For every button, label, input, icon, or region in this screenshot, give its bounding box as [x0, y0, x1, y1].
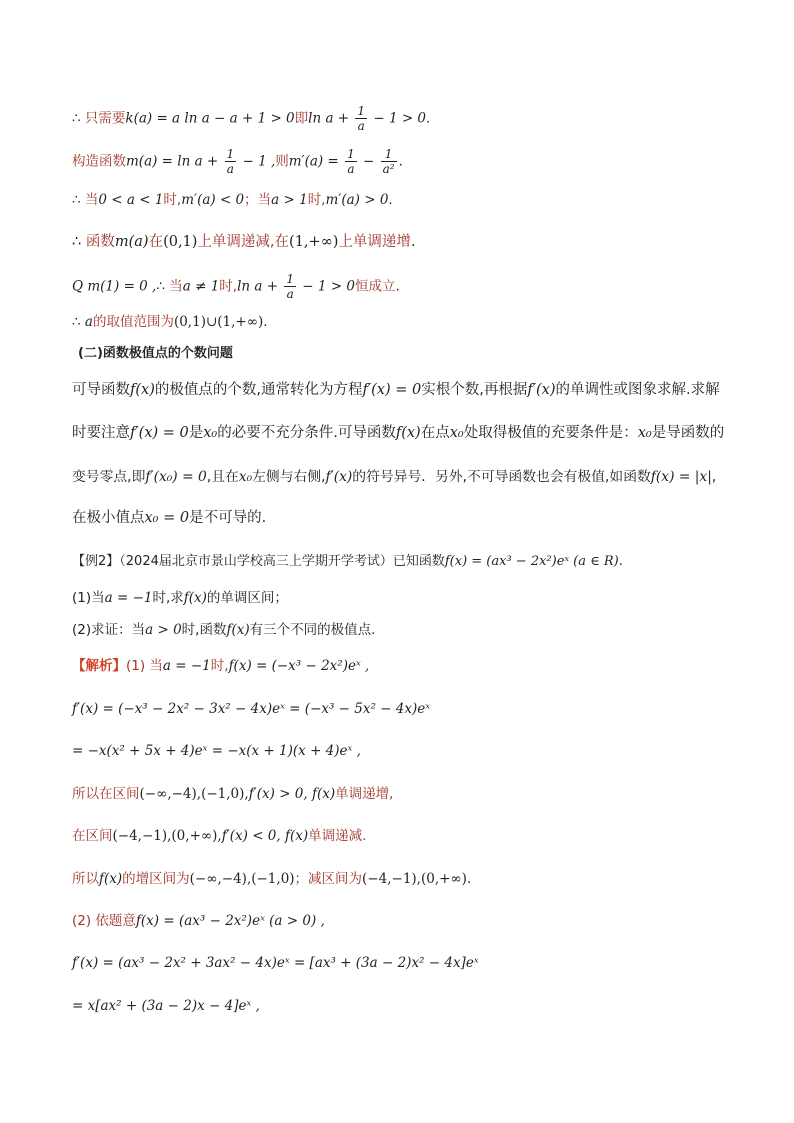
line-only-need: ∴ 只需要k(a) = a ln a − a + 1 > 0即ln a + $\frac{1}{a}$ − 1 > 0. — [72, 104, 431, 133]
solution-line-1: 【解析】(1) 当a = −1时,f(x) = (−x³ − 2x²)eˣ , — [72, 658, 370, 674]
solution-line-8: f′(x) = (ax³ − 2x² + 3ax² − 4x)eˣ = [ax³ + (3a − 2)x² − 4x]eˣ — [72, 955, 479, 971]
solution-line-2: f′(x) = (−x³ − 2x² − 3x² − 4x)eˣ = (−x³ − 5x² − 4x)eˣ — [72, 701, 431, 717]
line-monotonicity: ∴ 函数m(a)在(0,1)上单调递减,在(1,+∞)上单调递增. — [72, 234, 416, 250]
line-always-holds: Q m(1) = 0 ,∴ 当a ≠ 1时,ln a + $\frac{1}{a}$ − 1 > 0恒成立. — [72, 272, 400, 301]
line-construct-function: 构造函数m(a) = ln a + $\frac{1}{a}$ − 1 ,则m′(a) = $\frac{1}{a}$ − $\frac{1}{\text{a²}}$ . — [72, 147, 403, 176]
fraction: $\frac{1}{a}$ — [357, 104, 366, 133]
question-1: (1)当a = −1时,求f(x)的单调区间； — [72, 590, 288, 606]
paragraph-line-3: 变号零点,即f′(x₀) = 0,且在x₀左侧与右侧,f′(x)的符号异号．另外,不可导函数也会有极值,如函数f(x) = |x|, — [72, 469, 717, 485]
line-sign-of-derivative: ∴ 当0 < a < 1时,m′(a) < 0；当a > 1时,m′(a) > 0. — [72, 192, 393, 208]
solution-line-9: = x[ax² + (3a − 2)x − 4]eˣ , — [72, 998, 260, 1014]
section-heading: (二)函数极值点的个数问题 — [78, 346, 233, 361]
solution-line-6: 所以f(x)的增区间为(−∞,−4),(−1,0)；减区间为(−4,−1),(0,+∞). — [72, 871, 472, 887]
therefore-symbol: ∴ — [72, 110, 85, 127]
question-2: (2)求证：当a > 0时,函数f(x)有三个不同的极值点. — [72, 622, 376, 638]
solution-line-5: 在区间(−4,−1),(0,+∞),f′(x) < 0, f(x)单调递减. — [72, 828, 367, 844]
paragraph-line-4: 在极小值点x₀ = 0是不可导的. — [72, 510, 267, 526]
solution-line-3: = −x(x² + 5x + 4)eˣ = −x(x + 1)(x + 4)eˣ , — [72, 743, 361, 759]
solution-line-4: 所以在区间(−∞,−4),(−1,0),f′(x) > 0, f(x)单调递增, — [72, 786, 394, 802]
example-2-statement: 【例2】（2024届北京市景山学校高三上学期开学考试）已知函数f(x) = (ax³ − 2x²)eˣ (a ∈ R). — [72, 554, 623, 569]
paragraph-line-1: 可导函数f(x)的极值点的个数,通常转化为方程f′(x) = 0实根个数,再根据f′(x)的单调性或图象求解.求解 — [72, 382, 720, 398]
line-range-of-a: ∴ a的取值范围为(0,1)∪(1,+∞). — [72, 314, 268, 330]
analysis-tag: 【解析】 — [72, 658, 126, 674]
paragraph-line-2: 时要注意f′(x) = 0是x₀的必要不充分条件.可导函数f(x)在点x₀处取得极值的充要条件是：x₀是导函数的 — [72, 425, 725, 441]
solution-line-7: (2) 依题意f(x) = (ax³ − 2x²)eˣ (a > 0) , — [72, 913, 325, 929]
